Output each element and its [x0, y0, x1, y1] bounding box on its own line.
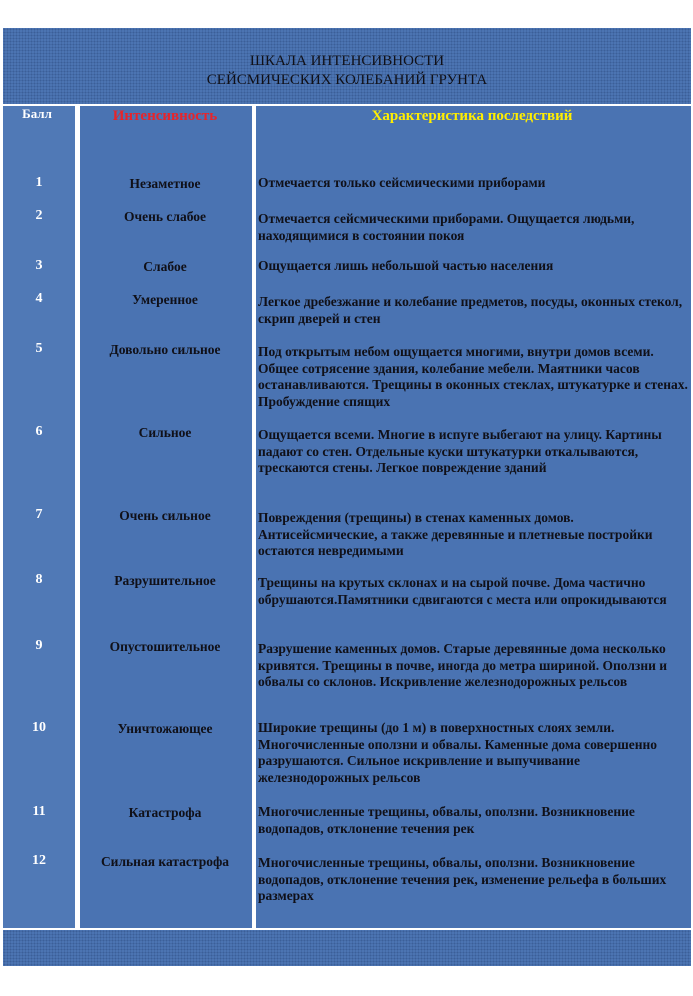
row-intensity: Сильное: [138, 425, 192, 440]
row-ball-value: 4: [35, 291, 43, 306]
row-intensity: Умеренное: [132, 292, 198, 307]
row-description: Отмечается только сейсмическими приборами: [258, 175, 546, 190]
column-divider: [252, 106, 256, 928]
table-footer-band: [3, 928, 691, 966]
row-ball-value: 8: [35, 572, 43, 587]
row-ball-value: 6: [35, 424, 43, 439]
row-intensity: Катастрофа: [128, 805, 202, 820]
row-description: Разрушение каменных домов. Старые деревянные дома несколько кривятся. Трещины в почве, иногда до метра шириной. Оползни и обвалы со склонов. Искривление железнодорожных рельсов: [258, 641, 668, 689]
row-ball-value: 11: [32, 804, 46, 819]
title-line-2: СЕЙСМИЧЕСКИХ КОЛЕБАНИЙ ГРУНТА: [206, 72, 488, 88]
row-description: Под открытым небом ощущается многими, внутри домов всеми. Общее сотрясение здания, колебание мебели. Маятники часов останавливаются. Трещины в оконных стеклах, штукатурке и стенах. Пробуждение спящих: [258, 344, 688, 409]
row-ball-value: 5: [35, 341, 43, 356]
row-ball-value: 7: [35, 507, 43, 522]
row-intensity: Довольно сильное: [109, 342, 221, 357]
row-intensity: Разрушительное: [114, 573, 216, 588]
row-intensity: Незаметное: [129, 176, 201, 191]
row-intensity: Очень слабое: [123, 209, 207, 224]
row-description: Легкое дребезжание и колебание предметов, посуды, оконных стекол, скрип дверей и стен: [258, 294, 683, 326]
row-ball-value: 10: [32, 720, 46, 735]
row-description: Широкие трещины (до 1 м) в поверхностных слоях земли. Многочисленные оползни и обвалы. Каменные дома совершенно разрушаются. Сильное искривление и выпучивание железнодорожных рельсов: [258, 720, 658, 785]
row-description: Многочисленные трещины, обвалы, оползни. Возникновение водопадов, отклонение течения рек, изменение рельефа в больших размерах: [258, 855, 667, 903]
row-ball-value: 3: [35, 258, 43, 273]
table-title: [3, 52, 691, 90]
header-intensity: Интенсивность: [112, 108, 218, 124]
row-description: Ощущается лишь небольшой частью населения: [258, 258, 554, 273]
row-ball-value: 9: [35, 638, 43, 653]
row-description: Ощущается всеми. Многие в испуге выбегают на улицу. Картины падают со стен. Отдельные куски штукатурки откалываются, трескаются стены. Легкое повреждение зданий: [258, 427, 662, 475]
row-intensity: Опустошительное: [109, 639, 221, 654]
row-description: Повреждения (трещины) в стенах каменных домов. Антисейсмические, а также деревянные и плетневые постройки остаются невредимыми: [258, 510, 653, 558]
table-header-band: [3, 28, 691, 106]
row-description: Многочисленные трещины, обвалы, оползни. Возникновение водопадов, отклонение течения рек: [258, 804, 635, 836]
row-description: Отмечается сейсмическими приборами. Ощущается людьми, находящимися в состоянии покоя: [258, 211, 635, 243]
row-ball-value: 2: [35, 208, 43, 223]
header-characteristics: Характеристика последствий: [371, 108, 573, 124]
row-ball-value: 1: [35, 175, 43, 190]
row-intensity: Очень сильное: [119, 508, 211, 523]
row-intensity: Сильная катастрофа: [100, 854, 230, 869]
title-line-1: ШКАЛА ИНТЕНСИВНОСТИ: [249, 53, 445, 69]
row-intensity: Слабое: [143, 259, 187, 274]
row-intensity: Уничтожающее: [117, 721, 213, 736]
row-ball-value: 12: [32, 853, 46, 868]
row-description: Трещины на крутых склонах и на сырой почве. Дома частично обрушаются.Памятники сдвигаются с места или опрокидываются: [258, 575, 667, 607]
header-ball: Балл: [22, 106, 52, 121]
